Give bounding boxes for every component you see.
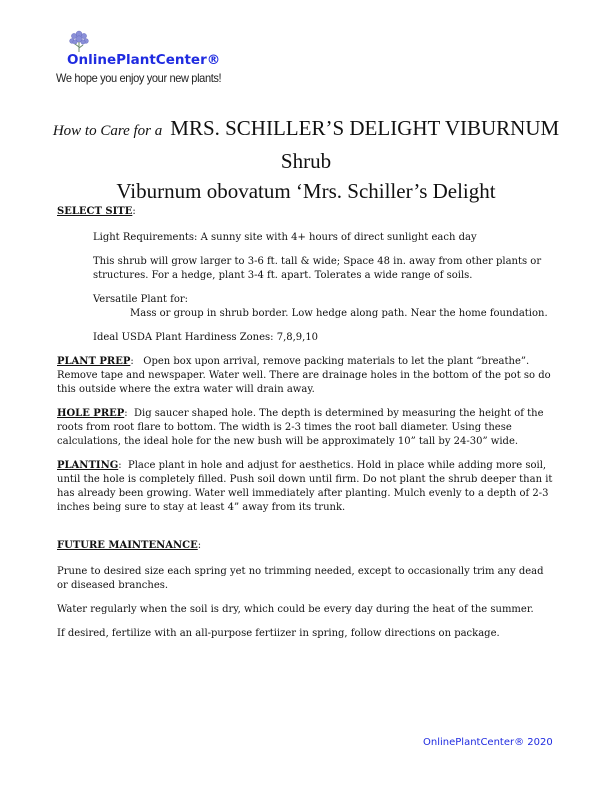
select-site-heading: SELECT SITE: bbox=[57, 206, 136, 217]
prune-instructions: Prune to desired size each spring yet no trimming needed, except to occasionally trim any dead or diseased branches. bbox=[57, 566, 544, 591]
page-title bbox=[0, 113, 612, 206]
future-maintenance-heading: FUTURE MAINTENANCE: bbox=[57, 540, 202, 551]
versatile-label: Versatile Plant for: bbox=[93, 294, 189, 305]
title-lead: How to Care for a bbox=[52, 123, 163, 139]
versatile-uses: Mass or group in shrub border. Low hedge along path. Near the home foundation. bbox=[130, 308, 548, 319]
care-instructions bbox=[57, 205, 557, 641]
planting-section: PLANTING: Place plant in hole and adjust for aesthetics. Hold in place while adding more soil, until the hole is completely filled. Push soil down until firm. Do not plant the shrub deeper than it has already been growing. Water well immediately after planting. Mulch evenly to a depth of 2-3 inches being sure to stay at least 4” away from its trunk. bbox=[57, 460, 553, 513]
flower-logo-icon bbox=[66, 28, 92, 54]
footer-copyright: OnlinePlantCenter® 2020 bbox=[423, 737, 553, 748]
hardiness-zones: Ideal USDA Plant Hardiness Zones: 7,8,9,10 bbox=[93, 332, 319, 343]
tagline: We hope you enjoy your new plants! bbox=[56, 71, 222, 85]
brand-name: OnlinePlantCenter® bbox=[67, 52, 221, 68]
size-spacing: This shrub will grow larger to 3-6 ft. tall & wide; Space 48 in. away from other plants or structures. For a hedge, plant 3-4 ft. apart. Tolerates a wide range of soils. bbox=[93, 256, 542, 281]
light-requirements: Light Requirements: A sunny site with 4+ hours of direct sunlight each day bbox=[93, 232, 477, 243]
fertilize-instructions: If desired, fertilize with an all-purpose fertiizer in spring, follow directions on package. bbox=[57, 628, 500, 639]
water-instructions: Water regularly when the soil is dry, which could be every day during the heat of the summer. bbox=[57, 604, 534, 615]
plant-prep-section: PLANT PREP: Open box upon arrival, remove packing materials to let the plant “breathe”. Remove tape and newspaper. Water well. There are drainage holes in the bottom of the pot so do this outside where the extra water will drain away. bbox=[57, 356, 551, 395]
hole-prep-section: HOLE PREP: Dig saucer shaped hole. The depth is determined by measuring the height of the roots from root flare to bottom. The width is 2-3 times the root ball diameter. Using these calculations, the ideal hole for the new bush will be approximately 10” tall by 24-30” wide. bbox=[57, 408, 544, 447]
plant-name: MRS. SCHILLER’S DELIGHT VIBURNUM bbox=[170, 116, 560, 140]
botanical-name: Viburnum obovatum ‘Mrs. Schiller’s Delight bbox=[116, 179, 496, 203]
plant-type: Shrub bbox=[280, 149, 332, 173]
